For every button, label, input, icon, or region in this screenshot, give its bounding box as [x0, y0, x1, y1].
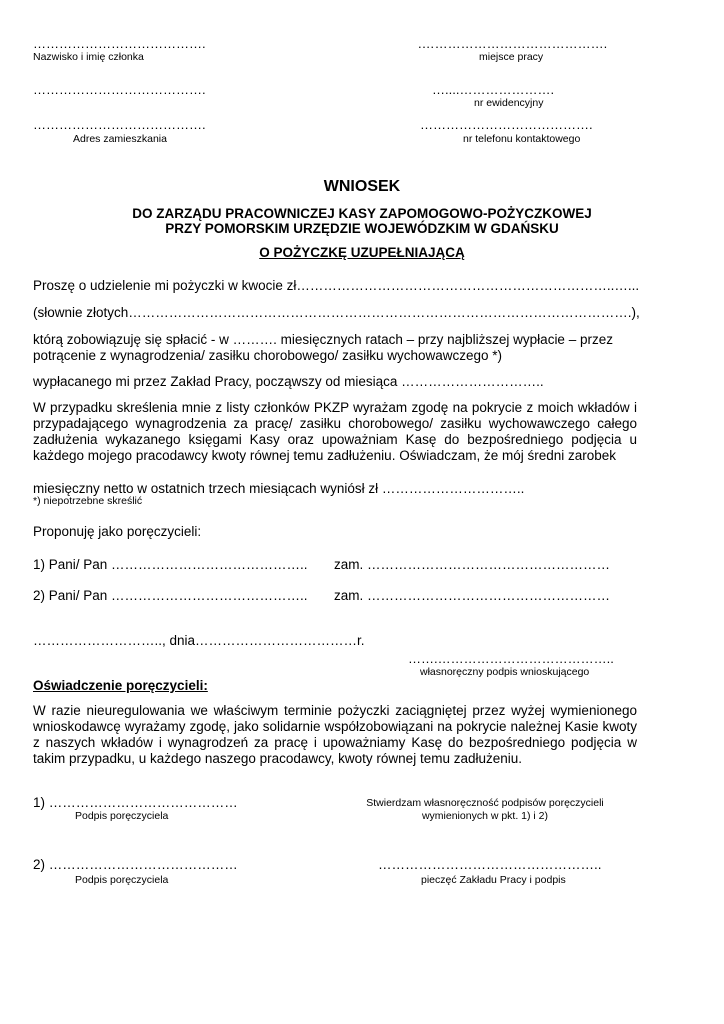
applicant-signature-label: własnoręczny podpis wnioskującego — [420, 666, 590, 678]
in-words-line: (słownie złotych………………………………………………………………………………………………….), — [33, 305, 640, 320]
repay-line-2: potrącenie z wynagrodzenia/ zasiłku chorobowego/ zasiłku wychowawczego *) — [33, 348, 502, 363]
guarantor-2-signature: 2) …………………………………… — [33, 857, 238, 872]
guarantor-2-address: zam. ……………………………………………… — [334, 588, 611, 603]
guarantor-1-signature-label: Podpis poręczyciela — [75, 810, 169, 822]
footnote: *) niepotrzebne skreślić — [33, 495, 143, 507]
title-line-2: PRZY POMORSKIM URZĘDZIE WOJEWÓDZKIM W GDAŃSKU — [165, 221, 559, 236]
id-label: nr ewidencyjny — [474, 97, 544, 109]
address-label: Adres zamieszkania — [73, 133, 167, 145]
title-line-3: O POŻYCZKĘ UZUPEŁNIAJĄCĄ — [259, 245, 465, 260]
salary-line: miesięczny netto w ostatnich trzech miesiącach wyniósł zł ………………………….. — [33, 481, 525, 496]
applicant-signature-dots: …….………………………………….. — [408, 651, 614, 666]
name-dots: …………………………………. — [33, 36, 206, 51]
blank-dots: …………………………………. — [33, 82, 206, 97]
address-dots: …………………………………. — [33, 117, 206, 132]
date-line: ……………………….., dnia………………………………r. — [33, 633, 365, 648]
stamp-dots: ………………………………………….. — [378, 857, 602, 872]
repay-line-1: którą zobowiązuję się spłacić - w ………. miesięcznych ratach – przy najbliższej wypłacie – przez — [33, 332, 613, 347]
phone-label: nr telefonu kontaktowego — [463, 133, 581, 145]
removal-paragraph: W przypadku skreślenia mnie z listy członków PKZP wyrażam zgodę na pokrycie z moich wkładów i przypadającego wynagrodzenia za pracę/ zasiłku chorobowego/ zasiłku wychowawczego całego zadłużenia wykazanego księgami Kasy oraz upoważniam Kasę do bezpośredniego podjęcia u każdego mojego pracodawcy kwoty równej temu zadłużeniu. Oświadczam, że mój średni zarobek — [33, 400, 637, 463]
confirmation-line-2: wymienionych w pkt. 1) i 2) — [421, 810, 549, 822]
phone-dots: …………………………………. — [420, 117, 593, 132]
paid-by-line: wypłacanego mi przez Zakład Pracy, począwszy od miesiąca ………………………….. — [33, 374, 544, 389]
workplace-label: miejsce pracy — [479, 51, 544, 63]
stamp-label: pieczęć Zakładu Pracy i podpis — [421, 874, 566, 886]
confirmation-line-1: Stwierdzam własnoręczność podpisów poręczycieli — [366, 797, 604, 809]
guarantor-1-signature: 1) …………………………………… — [33, 795, 238, 810]
guarantor-2-name: 2) Pani/ Pan …………………………………….. — [33, 588, 308, 603]
guarantor-1-name: 1) Pani/ Pan …………………………………….. — [33, 557, 308, 572]
workplace-dots: .……………………………………. — [418, 36, 608, 51]
statement-heading: Oświadczenie poręczycieli: — [33, 678, 208, 693]
loan-request-line: Proszę o udzielenie mi pożyczki w kwocie zł……………………………………………………………..…... — [33, 278, 640, 293]
id-dots: …....…………………. — [432, 82, 555, 97]
statement-paragraph: W razie nieuregulowania we właściwym terminie pożyczki zaciągniętej przez wyżej wymienionego wnioskodawcę wyrażamy zgodę, jako solidarnie współzobowiązani na pokrycie należnej Kasie kwoty z naszych wkładów i wynagrodzeń za pracę i upoważniamy Kasę do bezpośredniego podjęcia w takim przypadku, u każdego naszego pracodawcy, kwoty równej temu zadłużeniu. — [33, 703, 637, 766]
guarantor-1-address: zam. ……………………………………………… — [334, 557, 611, 572]
title-line-1: DO ZARZĄDU PRACOWNICZEJ KASY ZAPOMOGOWO-POŻYCZKOWEJ — [132, 206, 592, 221]
document-title: WNIOSEK — [323, 178, 401, 195]
name-label: Nazwisko i imię członka — [33, 51, 144, 63]
guarantor-2-signature-label: Podpis poręczyciela — [75, 874, 169, 886]
guarantors-intro: Proponuję jako poręczycieli: — [33, 524, 202, 539]
